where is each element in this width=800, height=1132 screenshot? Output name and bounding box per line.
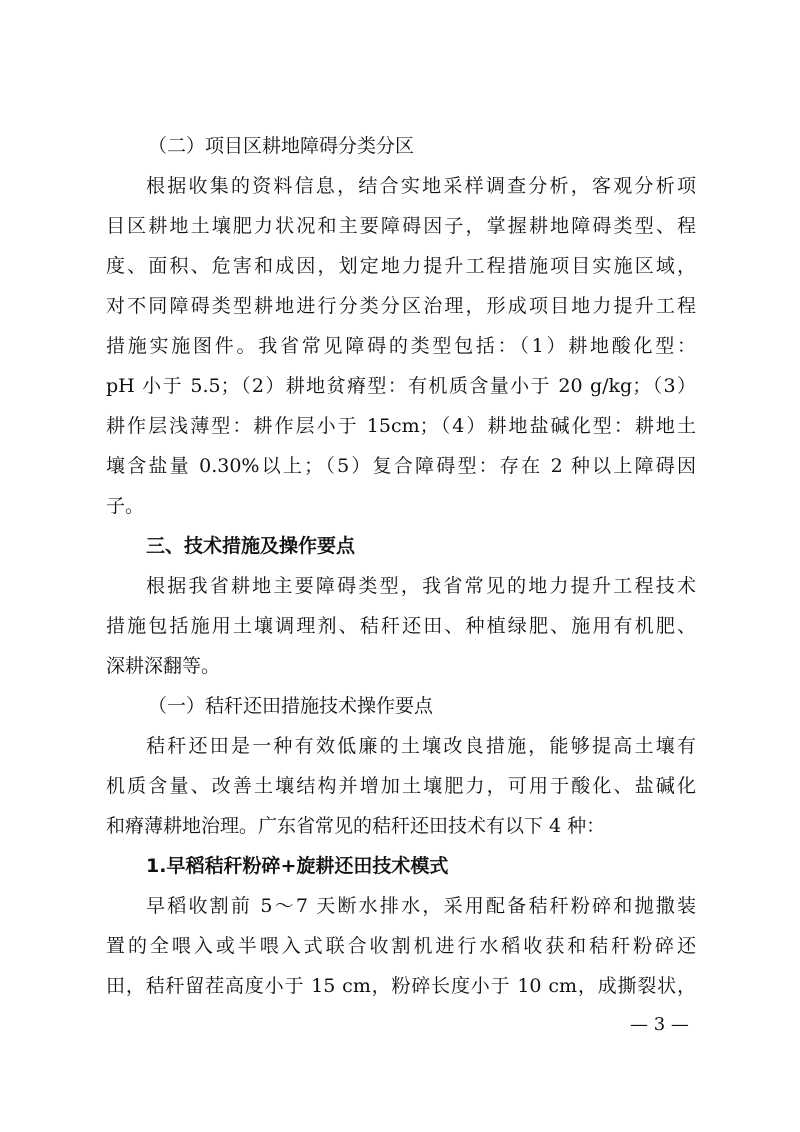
body-line: 田，秸秆留茬高度小于 15 cm，粉碎长度小于 10 cm，成撕裂状， <box>106 975 696 997</box>
body-line: 机质含量、改善土壤结构并增加土壤肥力，可用于酸化、盐碱化 <box>106 775 696 797</box>
technique-heading: 1.早稻秸秆粉碎+旋耕还田技术模式 <box>146 855 449 877</box>
body-line: 措施实施图件。我省常见障碍的类型包括：（1）耕地酸化型： <box>106 335 696 357</box>
body-line: 目区耕地土壤肥力状况和主要障碍因子，掌握耕地障碍类型、程 <box>106 215 696 237</box>
section-heading: 三、技术措施及操作要点 <box>146 535 356 557</box>
body-line: 根据我省耕地主要障碍类型，我省常见的地力提升工程技术 <box>146 575 696 597</box>
document-page <box>106 126 696 1006</box>
body-line: 早稻收割前 5～7 天断水排水，采用配备秸秆粉碎和抛撒装 <box>146 895 696 917</box>
body-line: 置的全喂入或半喂入式联合收割机进行水稻收获和秸秆粉碎还 <box>106 935 696 957</box>
body-line: 子。 <box>106 495 145 517</box>
subsection-heading: （一）秸秆还田措施技术操作要点 <box>148 695 434 717</box>
body-line: 措施包括施用土壤调理剂、秸秆还田、种植绿肥、施用有机肥、 <box>106 615 696 637</box>
body-line: 壤含盐量 0.30%以上；（5）复合障碍型：存在 2 种以上障碍因 <box>106 455 696 477</box>
body-line: 深耕深翻等。 <box>106 655 221 677</box>
body-line: 对不同障碍类型耕地进行分类分区治理，形成项目地力提升工程 <box>106 295 696 317</box>
body-line: 根据收集的资料信息，结合实地采样调查分析，客观分析项 <box>146 175 696 197</box>
body-line: pH 小于 5.5；（2）耕地贫瘠型：有机质含量小于 20 g/kg；（3） <box>106 375 696 397</box>
page-number: — 3 — <box>630 1014 689 1035</box>
body-line: 耕作层浅薄型：耕作层小于 15cm；（4）耕地盐碱化型：耕地土 <box>106 415 696 437</box>
body-line: 秸秆还田是一种有效低廉的土壤改良措施，能够提高土壤有 <box>146 735 696 757</box>
body-line: 度、面积、危害和成因，划定地力提升工程措施项目实施区域， <box>106 255 696 277</box>
body-line: 和瘠薄耕地治理。广东省常见的秸秆还田技术有以下 4 种： <box>106 815 606 837</box>
subsection-heading: （二）项目区耕地障碍分类分区 <box>148 135 415 157</box>
